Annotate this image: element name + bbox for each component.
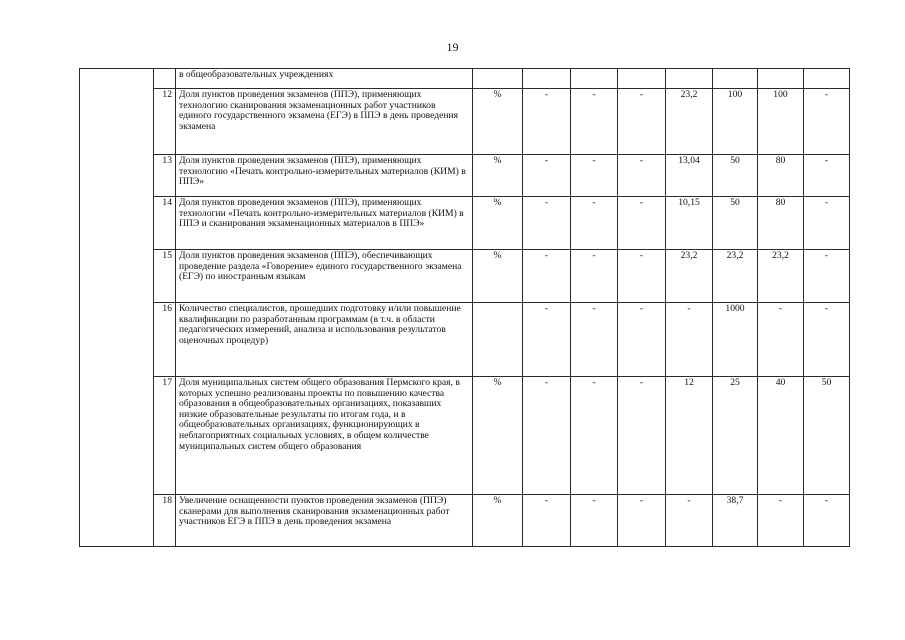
value-cell: -: [618, 250, 666, 303]
row-number: 12: [154, 89, 176, 155]
value-cell: -: [804, 155, 850, 197]
row-number: [154, 69, 176, 89]
value-cell: -: [666, 495, 713, 547]
indicator-name: Количество специалистов, прошедших подготовку и/или повышение квалификации по разработанным программам (в т.ч. в области педагогических измерений, анализа и использования результатов оценочных процедур): [176, 303, 473, 377]
value-cell: -: [618, 89, 666, 155]
value-cell: 100: [758, 89, 804, 155]
value-cell: 100: [713, 89, 758, 155]
value-cell: -: [571, 250, 618, 303]
unit-cell: %: [473, 377, 523, 495]
indicator-name: Доля пунктов проведения экзаменов (ППЭ), обеспечивающих проведение раздела «Говорение» единого государственного экзамена (ЕГЭ) по иностранным языкам: [176, 250, 473, 303]
value-cell: [571, 69, 618, 89]
row-number: 16: [154, 303, 176, 377]
value-cell: 38,7: [713, 495, 758, 547]
value-cell: 80: [758, 155, 804, 197]
value-cell: 50: [713, 197, 758, 250]
unit-cell: %: [473, 250, 523, 303]
indicator-name: Доля пунктов проведения экзаменов (ППЭ), применяющих технологию «Печать контрольно-измерительных материалов (КИМ) в ППЭ»: [176, 155, 473, 197]
value-cell: -: [758, 495, 804, 547]
value-cell: [804, 69, 850, 89]
table-row: [80, 197, 850, 250]
value-cell: -: [571, 303, 618, 377]
table-row-continuation: [80, 69, 850, 89]
value-cell: -: [571, 197, 618, 250]
value-cell: -: [523, 250, 571, 303]
value-cell: 50: [713, 155, 758, 197]
indicator-name: в общеобразовательных учреждениях: [176, 69, 473, 89]
value-cell: -: [523, 303, 571, 377]
unit-cell: %: [473, 197, 523, 250]
value-cell: -: [523, 89, 571, 155]
table-row: [80, 303, 850, 377]
table-row: [80, 250, 850, 303]
value-cell: -: [523, 495, 571, 547]
value-cell: -: [571, 377, 618, 495]
unit-cell: [473, 303, 523, 377]
value-cell: 13,04: [666, 155, 713, 197]
value-cell: -: [804, 495, 850, 547]
value-cell: [666, 69, 713, 89]
value-cell: 10,15: [666, 197, 713, 250]
value-cell: -: [804, 250, 850, 303]
value-cell: -: [618, 155, 666, 197]
value-cell: -: [523, 197, 571, 250]
value-cell: 23,2: [713, 250, 758, 303]
value-cell: -: [804, 89, 850, 155]
value-cell: [758, 69, 804, 89]
row-number: 18: [154, 495, 176, 547]
table-row: [80, 89, 850, 155]
unit-cell: %: [473, 495, 523, 547]
table-row: [80, 377, 850, 495]
indicators-table: [79, 68, 850, 547]
value-cell: -: [523, 155, 571, 197]
indicator-name: Увеличение оснащенности пунктов проведения экзаменов (ППЭ) сканерами для выполнения сканирования экзаменационных работ участников ЕГЭ в ППЭ в день проведения экзамена: [176, 495, 473, 547]
row-number: 14: [154, 197, 176, 250]
value-cell: 23,2: [666, 250, 713, 303]
value-cell: 25: [713, 377, 758, 495]
left-merged-cell: [80, 69, 154, 547]
value-cell: -: [804, 197, 850, 250]
indicator-name: Доля пунктов проведения экзаменов (ППЭ), применяющих технологии «Печать контрольно-измерительных материалов (КИМ) в ППЭ и сканирования экзаменационных материалов в ППЭ»: [176, 197, 473, 250]
value-cell: 12: [666, 377, 713, 495]
value-cell: -: [571, 89, 618, 155]
value-cell: -: [618, 495, 666, 547]
value-cell: 1000: [713, 303, 758, 377]
row-number: 17: [154, 377, 176, 495]
value-cell: -: [618, 197, 666, 250]
value-cell: -: [758, 303, 804, 377]
unit-cell: [473, 69, 523, 89]
indicator-name: Доля пунктов проведения экзаменов (ППЭ), применяющих технологию сканирования экзаменационных работ участников единого государственного экзамена (ЕГЭ) в ППЭ в день проведения экзамена: [176, 89, 473, 155]
value-cell: -: [571, 155, 618, 197]
value-cell: [523, 69, 571, 89]
value-cell: 23,2: [666, 89, 713, 155]
value-cell: -: [804, 303, 850, 377]
value-cell: -: [666, 303, 713, 377]
indicator-name: Доля муниципальных систем общего образования Пермского края, в которых успешно реализованы проекты по повышению качества образования в общеобразовательных организациях, показавших низкие образовательные результаты по итогам года, и в общеобразовательных организациях, функционирующих в неблагоприятных социальных условиях, в общем количестве муниципальных систем общего образования: [176, 377, 473, 495]
value-cell: [618, 69, 666, 89]
row-number: 13: [154, 155, 176, 197]
table-row: [80, 155, 850, 197]
value-cell: 50: [804, 377, 850, 495]
unit-cell: %: [473, 155, 523, 197]
value-cell: -: [618, 377, 666, 495]
page-number: 19: [446, 40, 459, 54]
unit-cell: %: [473, 89, 523, 155]
row-number: 15: [154, 250, 176, 303]
table-row: [80, 495, 850, 547]
value-cell: 40: [758, 377, 804, 495]
value-cell: -: [571, 495, 618, 547]
value-cell: -: [618, 303, 666, 377]
value-cell: [713, 69, 758, 89]
value-cell: 80: [758, 197, 804, 250]
value-cell: 23,2: [758, 250, 804, 303]
value-cell: -: [523, 377, 571, 495]
